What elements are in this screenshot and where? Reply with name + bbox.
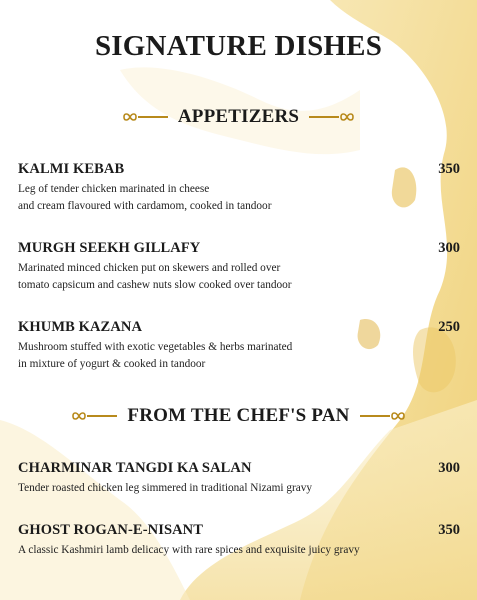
dish-name: CHARMINAR TANGDI KA SALAN	[18, 460, 252, 476]
knot-ornament-icon	[390, 409, 406, 423]
dish-description: Marinated minced chicken put on skewers and rolled over tomato capsicum and cashew nuts slow cooked over tandoor	[18, 262, 292, 291]
dish-description: Leg of tender chicken marinated in cheese and cream flavoured with cardamom, cooked in tandoor	[18, 183, 272, 212]
dish-name: GHOST ROGAN-E-NISANT	[18, 522, 204, 538]
dish-price: 300	[438, 240, 460, 256]
page-title: SIGNATURE DISHES	[94, 30, 383, 62]
menu-item	[18, 240, 460, 294]
section-heading-label: FROM THE CHEF'S PAN	[127, 405, 350, 426]
section-heading-chefs-pan	[0, 403, 477, 429]
dish-price: 250	[438, 319, 460, 335]
menu-item	[18, 319, 460, 373]
dish-name: KALMI KEBAB	[18, 161, 125, 177]
dish-description: A classic Kashmiri lamb delicacy with rare spices and exquisite juicy gravy	[18, 544, 360, 556]
dish-name: MURGH SEEKH GILLAFY	[18, 240, 201, 256]
dish-description: Mushroom stuffed with exotic vegetables & herbs marinated in mixture of yogurt & cooked in tandoor	[18, 341, 293, 370]
dish-description: Tender roasted chicken leg simmered in traditional Nizami gravy	[18, 482, 313, 494]
knot-ornament-icon	[122, 110, 138, 124]
menu-item	[18, 161, 460, 215]
knot-ornament-icon	[339, 110, 355, 124]
section-heading-appetizers	[0, 104, 477, 130]
menu-item	[18, 522, 460, 559]
menu-item	[18, 460, 460, 497]
dish-price: 300	[438, 460, 460, 476]
ornament-left	[71, 409, 117, 423]
dish-price: 350	[438, 522, 460, 538]
dish-name: KHUMB KAZANA	[18, 319, 143, 335]
ornament-right	[309, 110, 355, 124]
knot-ornament-icon	[71, 409, 87, 423]
ornament-left	[122, 110, 168, 124]
dish-price: 350	[438, 161, 460, 177]
ornament-right	[360, 409, 406, 423]
section-heading-label: APPETIZERS	[177, 106, 300, 127]
